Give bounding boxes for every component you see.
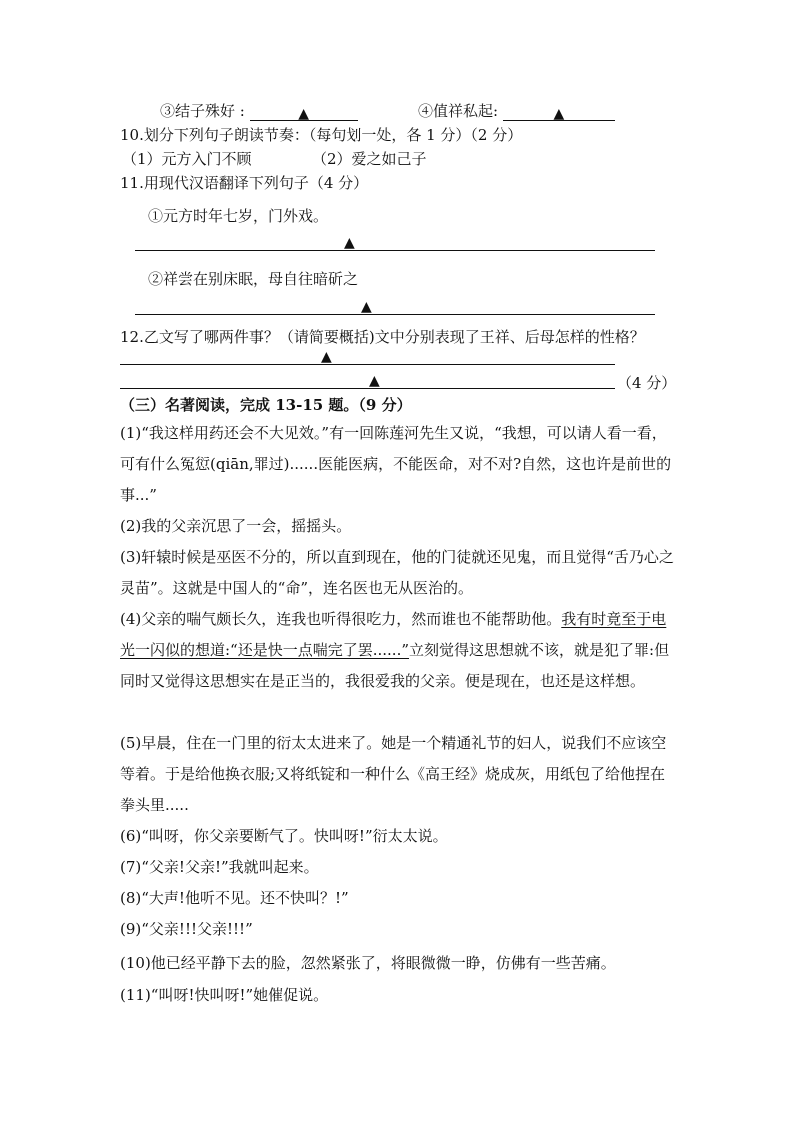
q12-title: 12.乙文写了哪两件事？（请简要概括)文中分别表现了王祥、后母怎样的性格？ — [120, 328, 645, 346]
q11-item2: ②祥尝在别床眠，母自往暗斫之 — [148, 270, 359, 288]
q9-item4 — [418, 100, 615, 121]
q12-score: （4 分） — [617, 374, 677, 392]
triangle-icon: ▲ — [344, 235, 355, 251]
passage-p4-a: (4)父亲的喘气颇长久，连我也听得很吃力，然而谁也不能帮助他。 — [120, 610, 562, 628]
triangle-icon: ▲ — [361, 299, 372, 315]
q11-title: 11.用现代汉语翻译下列句子（4 分） — [120, 174, 369, 192]
passage-p4-underlined: 我有时竟至于电光一闪似的想道:“还是快一点喘完了罢......” — [120, 610, 667, 659]
answer-line[interactable] — [135, 250, 655, 251]
q10-title: 10.划分下列句子朗读节奏：（每句划一处，各 1 分）（2 分） — [120, 126, 523, 144]
passage-p4-b: 立刻觉得这思想就不该，就是犯了罪:但同时又觉得这思想实在是正当的，我很爱我的父亲。便是现在，也还是这样想。 — [120, 641, 670, 690]
triangle-icon: ▲ — [369, 373, 380, 389]
triangle-icon: ▲ — [553, 106, 565, 122]
passage-p6: (6)“叫呀，你父亲要断气了。快叫呀!”衍太太说。 — [120, 827, 448, 845]
passage-p4 — [120, 604, 680, 697]
answer-blank[interactable] — [250, 104, 358, 121]
q10-item1: （1）元方入门不顾 — [122, 150, 252, 168]
answer-line[interactable] — [135, 314, 655, 315]
passage-p7: (7)“父亲!父亲!”我就叫起来。 — [120, 858, 319, 876]
triangle-icon: ▲ — [298, 106, 309, 122]
passage-p11: (11)“叫呀!快叫呀!”她催促说。 — [120, 986, 329, 1004]
passage-p5: (5)早晨，住在一门里的衍太太进来了。她是一个精通礼节的妇人，说我们不应该空等着。于是给他换衣服;又将纸锭和一种什么《高王经》烧成灰，用纸包了给他捏在拳头里..... — [120, 734, 667, 814]
answer-line[interactable] — [120, 364, 615, 365]
passage-p10: (10)他已经平静下去的脸，忽然紧张了，将眼微微一睁，仿佛有一些苦痛。 — [120, 954, 616, 972]
triangle-icon: ▲ — [321, 349, 332, 365]
section3-title: （三）名著阅读，完成 13-15 题。（9 分） — [120, 396, 412, 414]
passage-p3: (3)轩辕时候是巫医不分的，所以直到现在，他的门徒就还见鬼，而且觉得“舌乃心之灵苗”。这就是中国人的“命”，连名医也无从医治的。 — [120, 548, 674, 597]
q10-item2: （2）爱之如己子 — [312, 150, 427, 168]
q9-item4-label: ④值祥私起: — [418, 102, 499, 120]
answer-blank[interactable] — [503, 104, 615, 121]
passage-p2: (2)我的父亲沉思了一会，摇摇头。 — [120, 517, 352, 535]
passage-p9: (9)“父亲!!!父亲!!!” — [120, 920, 253, 938]
q9-item3-label: ③结子殊好 : — [160, 102, 245, 120]
passage-p8: (8)“大声!他听不见。还不快叫？!” — [120, 889, 349, 907]
q11-item1: ①元方时年七岁，门外戏。 — [148, 207, 329, 225]
answer-line[interactable] — [120, 388, 615, 389]
passage-p1: (1)“我这样用药还会不大见效。”有一回陈莲河先生又说，“我想，可以请人看一看，可有什么冤愆(qiān,罪过)......医能医病，不能医命，对不对?自然，这也许是前世的事...” — [120, 424, 672, 504]
q9-item3 — [160, 100, 358, 121]
